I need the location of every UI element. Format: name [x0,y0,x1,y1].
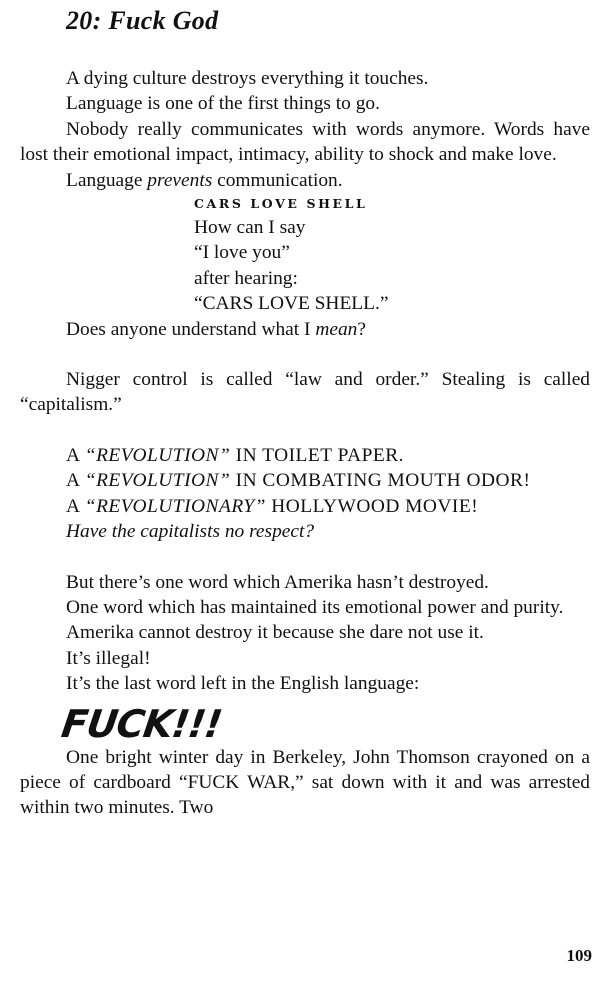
paragraph: Language is one of the first things to go. [66,93,380,115]
emphasis: “REVOLUTION” [84,470,231,492]
text-span: HOLLYWOOD MOVIE! [265,495,479,517]
slogan-heading: CARS LOVE SHELL [194,196,368,212]
slogan-line: after hearing: [194,267,298,289]
paragraph: Amerika cannot destroy it because she dare not use it. [66,622,484,644]
text-span: ? [357,318,366,340]
text-span: IN TOILET PAPER. [230,444,404,466]
emphasis: “REVOLUTION” [84,444,231,466]
paragraph: A dying culture destroys everything it touches. [66,68,429,89]
paragraph: Nigger control is called “law and order.” Stealing is called “capitalism.” [20,369,590,416]
text-span: Language [66,169,148,191]
big-word: FUCK!!! [58,701,225,746]
text-span: A [66,444,85,466]
emphasis: prevents [147,169,213,191]
slogan-line: “CARS LOVE SHELL.” [194,293,389,315]
revolution-line [20,468,590,493]
text-span: IN COMBATING MOUTH ODOR! [230,470,531,492]
emphasis: “REVOLUTIONARY” [84,495,266,517]
chapter-title: 20: Fuck God [66,6,219,35]
page-number: 109 [566,946,592,965]
body-text [20,66,590,821]
slogan-line: “I love you” [194,242,290,264]
paragraph: One bright winter day in Berkeley, John Thomson crayoned on a piece of cardboard “FUCK WAR,” sat down with it and was arrested within two minutes. Two [20,746,590,819]
emphasis: mean [315,318,358,340]
revolution-line [20,443,590,468]
text-span: A [66,495,85,517]
text-span: A [66,470,85,492]
paragraph: One word which has maintained its emotional power and purity. [66,596,564,618]
slogan-line: How can I say [194,217,306,239]
revolution-line: Have the capitalists no respect? [66,521,315,543]
paragraph: It’s illegal! [66,647,151,669]
revolution-line [20,494,590,519]
advertising-slogan-block [194,193,590,317]
text-span: Does anyone understand what I [66,318,316,340]
paragraph [20,317,590,342]
paragraph: Nobody really communicates with words anymore. Words have lost their emotional impact, intimacy, ability to shock and make love. [20,118,590,166]
paragraph: But there’s one word which Amerika hasn’t destroyed. [66,571,489,593]
text-span: communication. [212,169,343,191]
paragraph: It’s the last word left in the English language: [66,673,420,695]
paragraph [20,168,590,193]
